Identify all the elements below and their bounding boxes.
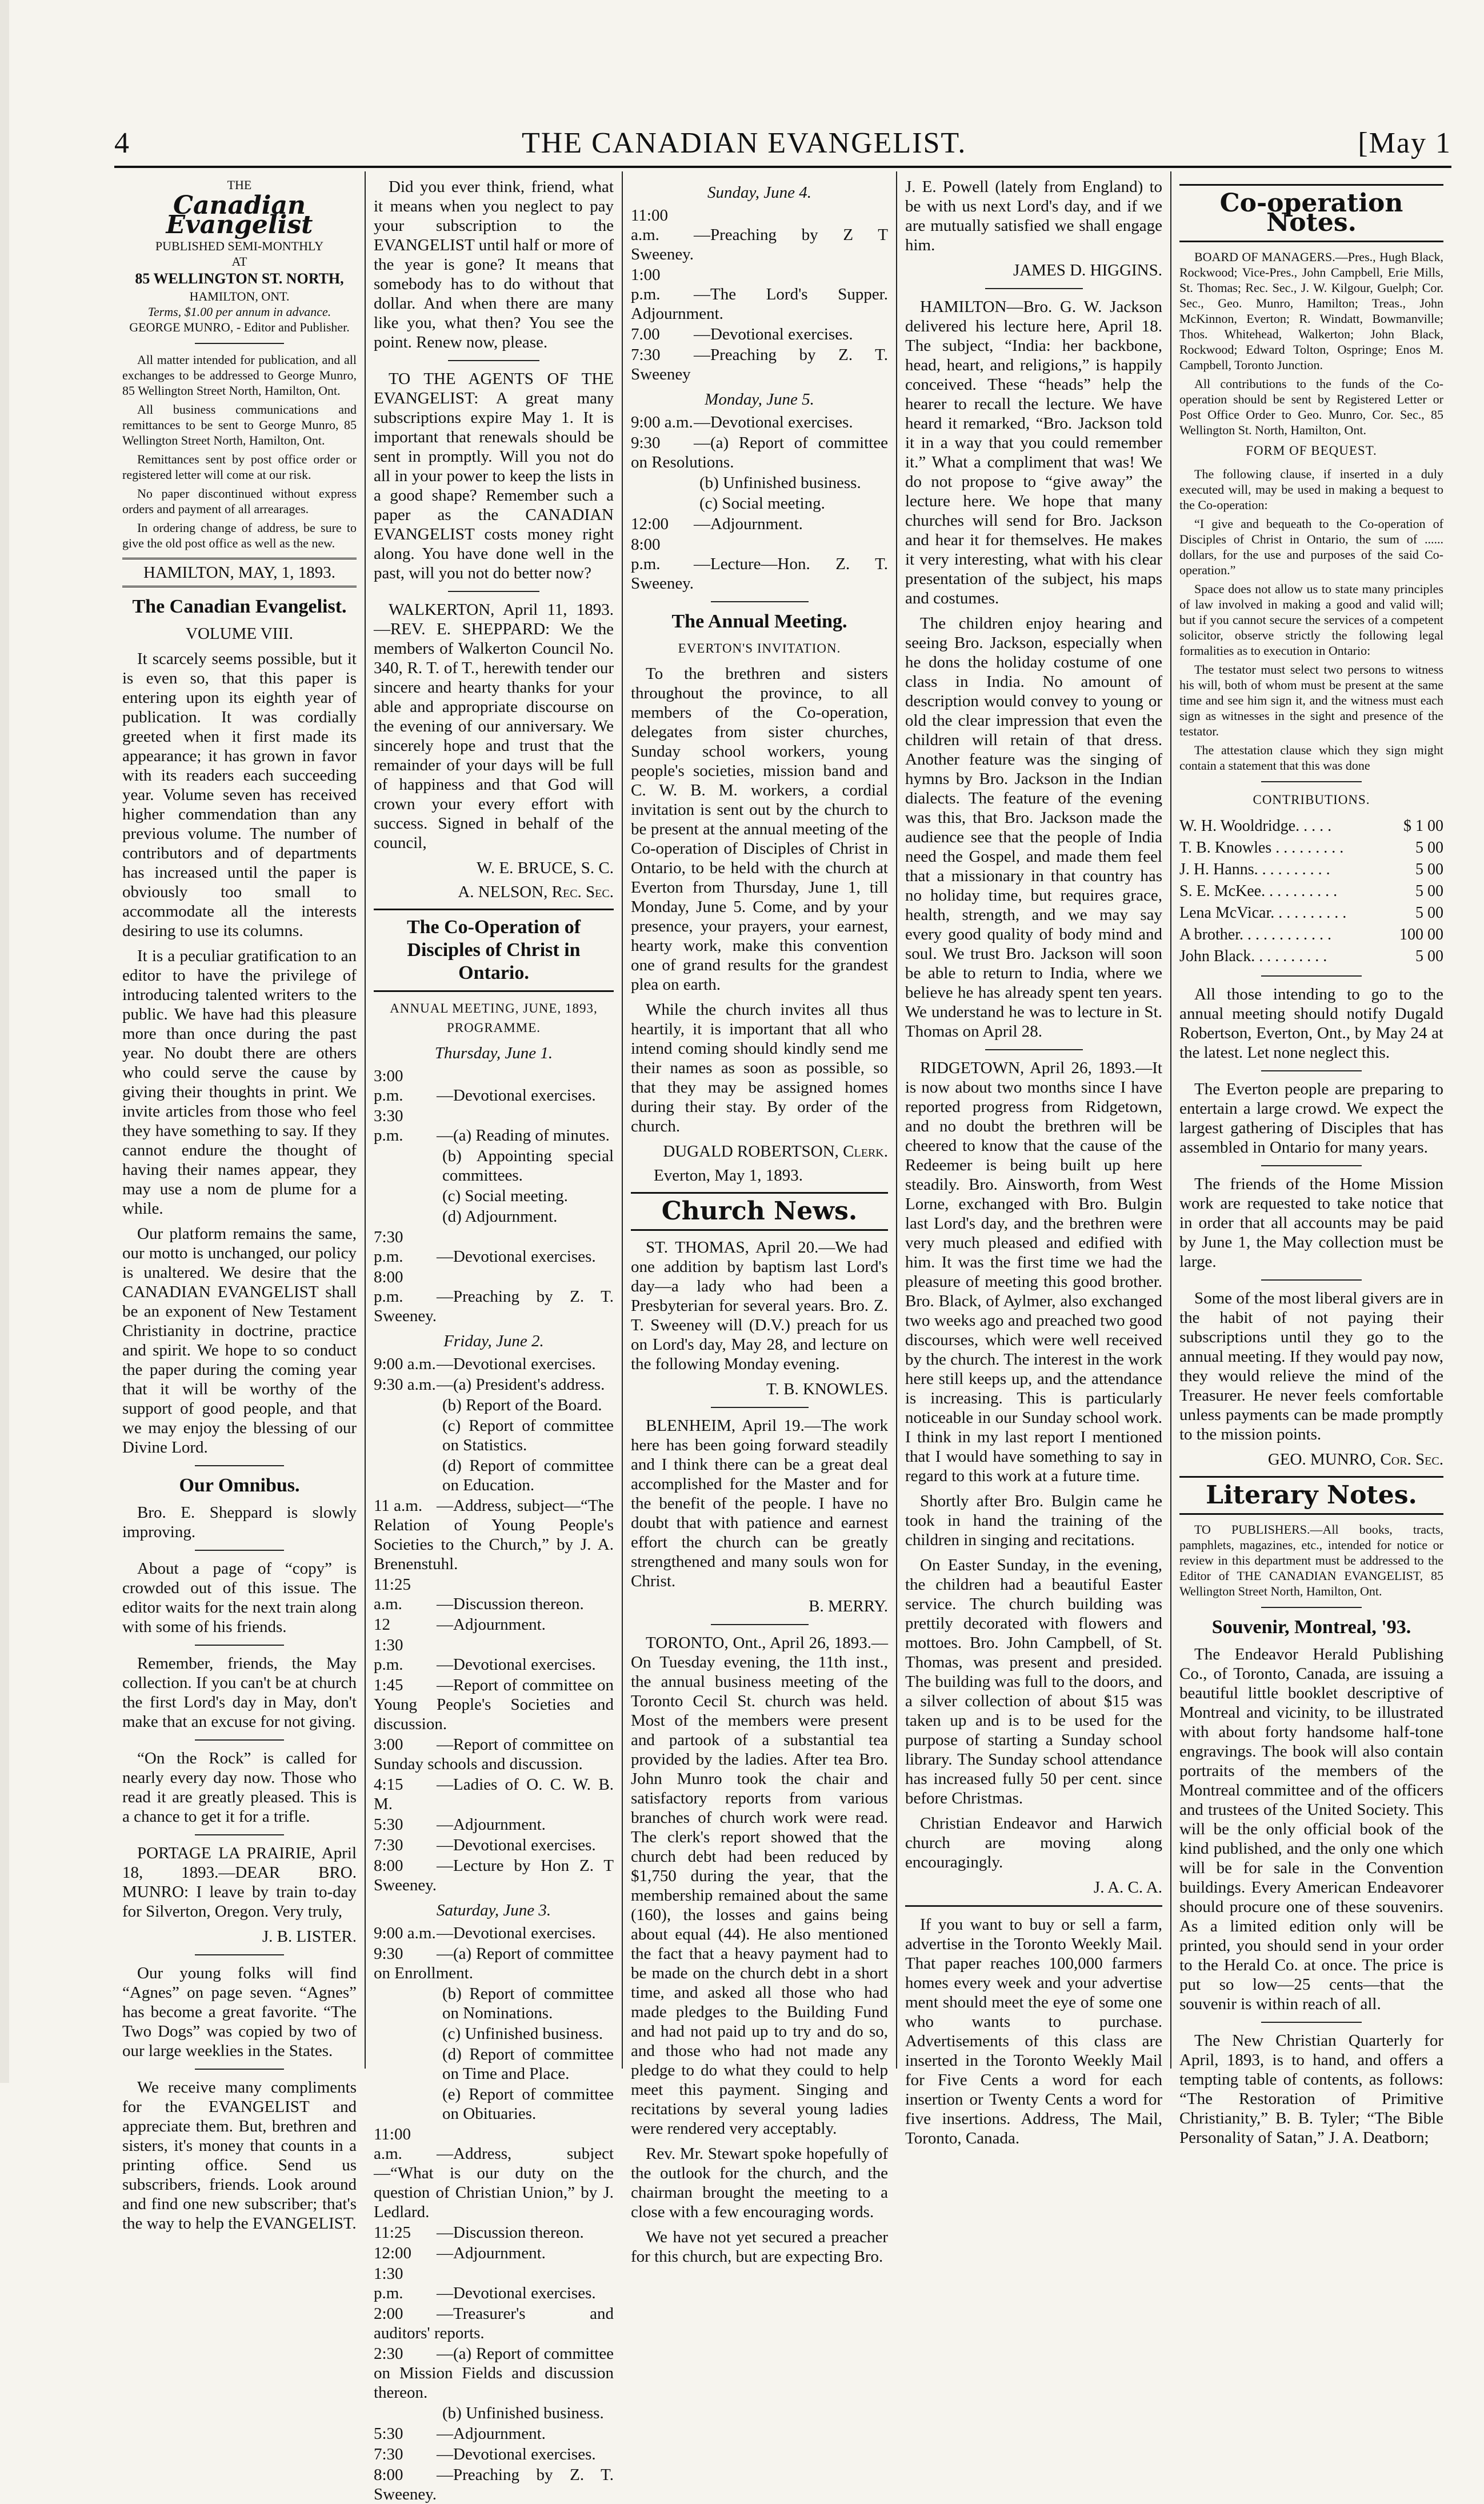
programme-time: 4:15 bbox=[374, 1775, 403, 1794]
masthead-editor: GEORGE MUNRO, - Editor and Publisher. bbox=[129, 320, 350, 334]
issue-date-tag: [May 1 bbox=[1358, 126, 1451, 159]
programme-desc: —The Lord's Supper. Adjournment. bbox=[631, 285, 888, 323]
programme-desc: —Adjournment. bbox=[437, 2244, 546, 2262]
paragraph: We have not yet secured a preacher for this church, but are expecting Bro. bbox=[631, 2228, 888, 2266]
contributor-name: John Black. . . . . . . . . . bbox=[1179, 947, 1327, 965]
bequest-text bbox=[1179, 466, 1443, 773]
publishers-notice bbox=[1179, 1522, 1443, 1599]
programme-list bbox=[374, 1066, 614, 1326]
heading: Church News. bbox=[661, 1197, 858, 1226]
column-4 bbox=[897, 171, 1171, 2147]
divider bbox=[985, 288, 1083, 289]
programme-desc: —Devotional exercises. bbox=[437, 1355, 596, 1373]
programme-desc: (d) Adjournment. bbox=[442, 1207, 558, 1226]
programme-item bbox=[631, 473, 888, 493]
programme-desc: —Devotional exercises. bbox=[437, 2284, 596, 2302]
divider bbox=[985, 1049, 1083, 1050]
subheading: FORM OF BEQUEST. bbox=[1246, 443, 1377, 458]
programme-item bbox=[631, 535, 888, 593]
programme-time: 1:30 p.m. bbox=[374, 2265, 403, 2302]
programme-time: 8:00 bbox=[374, 2466, 403, 2484]
programme-item bbox=[374, 1395, 614, 1415]
programme-item bbox=[374, 1416, 614, 1455]
programme-item bbox=[374, 2264, 614, 2303]
programme-time: 9:00 a.m. bbox=[631, 413, 693, 431]
programme-desc: (d) Report of committee on Education. bbox=[442, 1457, 614, 1494]
programme-desc: —(a) Reading of minutes. bbox=[437, 1126, 610, 1145]
masthead-notices bbox=[122, 352, 357, 551]
newspaper-title: THE CANADIAN EVANGELIST. bbox=[522, 126, 967, 159]
divider bbox=[195, 1834, 284, 1835]
programme-item bbox=[374, 1227, 614, 1266]
programme-desc: —Adjournment. bbox=[437, 1815, 546, 1834]
volume-label: VOLUME VIII. bbox=[186, 625, 293, 643]
programme-desc: —Adjournment. bbox=[694, 515, 803, 533]
paragraph: ST. THOMAS, April 20.—We had one addition by baptism last Lord's day—a lady who had been a Presbyterian for several years. Bro. Z. T. Sweeney will (D.V.) preach for us on Lord's day, May 28, and lecture on the following Monday evening. bbox=[631, 1238, 888, 1373]
programme-item bbox=[374, 2045, 614, 2083]
section-heading-box bbox=[631, 1192, 888, 1231]
heading: Souvenir, Montreal, '93. bbox=[1211, 1617, 1411, 1638]
programme-item bbox=[374, 2223, 614, 2242]
notice: In ordering change of address, be sure to give the old post office as well as the new. bbox=[122, 521, 357, 550]
paragraph: Some of the most liberal givers are in the habit of not paying their subscriptions until they go to the annual meeting. If they would pay now, they would relieve the mind of the Treasurer. He never feels comfortable unless payments can be made promptly to the mission points. bbox=[1179, 1289, 1443, 1443]
day-heading: Friday, June 2. bbox=[443, 1332, 544, 1350]
programme-desc: —Devotional exercises. bbox=[437, 1924, 596, 1942]
paragraph: The following clause, if inserted in a duly executed will, may be used in making a bequest to the Co-operation: bbox=[1179, 467, 1443, 512]
programme-item bbox=[631, 514, 888, 534]
programme-item bbox=[374, 1066, 614, 1105]
heading: The Co-Operation of Disciples of Christ in Ontario. bbox=[406, 917, 581, 983]
contribution-amount: 5 00 bbox=[1415, 839, 1443, 857]
contributor-name: J. H. Hanns. . . . . . . . . . bbox=[1179, 861, 1330, 878]
masthead-published: PUBLISHED SEMI-MONTHLY bbox=[155, 239, 324, 253]
masthead-the: THE bbox=[227, 178, 252, 192]
signature: W. E. BRUCE, S. C. bbox=[477, 859, 614, 877]
programme-desc: (b) Report of committee on Nominations. bbox=[442, 1985, 614, 2022]
paragraph: The children enjoy hearing and seeing Bro. Jackson, especially when he dons the holiday costume of one class in India. No amount of description would convey to young or old the clear impression that even the children will retain of that dress. Another feature was the singing of hymns by Bro. Jackson in the Indian dialects. The feature of the evening was this, that Bro. Jackson made the audience see that the people of India need the Gospel, and made them feel that a missionary in that country has no holiday time, but requires grace, health, strength, and we may say every good quality of body mind and soul. We trust Bro. Jackson will soon be able to return to India, where we believe he has already spent ten years. We understand he was to lecture in St. Thomas on April 28. bbox=[905, 614, 1162, 1041]
programme-time: 1:00 p.m. bbox=[631, 266, 661, 303]
programme-item bbox=[374, 2465, 614, 2504]
programme-desc: —Adjournment. bbox=[437, 2425, 546, 2443]
programme-item bbox=[374, 1106, 614, 1145]
programme-desc: —Preaching by Z. T. Sweeney bbox=[631, 346, 888, 383]
contribution-row bbox=[1179, 881, 1443, 902]
programme-desc: —Devotional exercises. bbox=[437, 1836, 596, 1854]
paragraph: PORTAGE LA PRAIRIE, April 18, 1893.—DEAR BRO. MUNRO: I leave by train to-day for Silverton, Oregon. Very truly, bbox=[122, 1844, 357, 1921]
signature: A. NELSON, Rec. Sec. bbox=[458, 883, 614, 901]
programme-desc: —Lecture—Hon. Z. T. Sweeney. bbox=[631, 555, 888, 593]
page-columns bbox=[114, 171, 1451, 2503]
paragraph: To the brethren and sisters throughout the province, to all members of the Co-operation, delegates from sister churches, Sunday school workers, young people's societies, mission band and C. W. B. M. workers, a cordial invitation is sent out by the church to be present at the annual meeting of the Co-operation of Disciples of Christ in Ontario, to be held with the church at Everton from Thursday, June 1, till Monday, June 5. Come, and by your presence, your prayers, your earnest, hearty work, make this convention one of grand results for the grandest plea on earth. bbox=[631, 665, 888, 994]
programme-time: 7:30 p.m. bbox=[374, 1228, 403, 1266]
header-rule bbox=[114, 166, 1451, 168]
programme-desc: —(a) Report of committee on Resolutions. bbox=[631, 434, 888, 471]
programme-desc: —Treasurer's and auditors' reports. bbox=[374, 2305, 614, 2342]
section-heading-box bbox=[374, 909, 614, 992]
page-number: 4 bbox=[114, 126, 130, 159]
programme-time: 3:30 p.m. bbox=[374, 1107, 403, 1145]
paragraph: We receive many compliments for the EVANGELIST and appreciate them. But, brethren and sisters, it's money that counts in a printing office. Send us subscribers, friends. Look around and find one new subscriber; that's the way to help the EVANGELIST. bbox=[122, 2078, 357, 2233]
contribution-row bbox=[1179, 815, 1443, 837]
paragraph: The New Christian Quarterly for April, 1893, is to hand, and offers a tempting table of contents, as follows: “The Restoration of Primitive Christianity,” B. B. Tyler; “The Bible Personality of Satan,” J. A. Deatborn; bbox=[1179, 2031, 1443, 2147]
programme-item bbox=[374, 1635, 614, 1674]
subheading: EVERTON'S INVITATION. bbox=[678, 641, 841, 655]
programme-list bbox=[631, 413, 888, 593]
divider bbox=[195, 2069, 284, 2070]
programme-item bbox=[374, 2403, 614, 2423]
programme-desc: —Report of committee on Young People's Societies and discussion. bbox=[374, 1676, 614, 1733]
page-header bbox=[114, 126, 1451, 160]
paragraph: Our young folks will find “Agnes” on page seven. “Agnes” has become a great favorite. “The Two Dogs” was copied by two of our large weeklies in the States. bbox=[122, 1964, 357, 2060]
masthead-name: Canadian Evangelist bbox=[166, 191, 313, 239]
masthead-city: HAMILTON, ONT. bbox=[189, 289, 290, 303]
programme-desc: (b) Unfinished business. bbox=[699, 474, 861, 492]
divider bbox=[448, 360, 539, 361]
section-heading-box bbox=[1179, 1476, 1443, 1515]
paragraph: BOARD OF MANAGERS.—Pres., Hugh Black, Rockwood; Vice-Pres., John Campbell, Erie Mills, St. Thomas; Rec. Sec., J. W. Kilgour, Guelph; Cor. Sec., Geo. Munro, Hamilton; Treas., John McKinnon, Everton; R. Windatt, Bowmanville; Thos. Whitehead, Walkerton; John Black, Rockwood; Edward Tolton, Ospringe; Enos M. Campbell, Toronto Junction. bbox=[1179, 250, 1443, 372]
divider bbox=[711, 1407, 809, 1408]
contribution-amount: 5 00 bbox=[1415, 947, 1443, 965]
paragraph: Rev. Mr. Stewart spoke hopefully of the outlook for the church, and the chairman brought the meeting to a close with a few encouraging words. bbox=[631, 2145, 888, 2221]
subheading: CONTRIBUTIONS. bbox=[1253, 793, 1370, 807]
programme-desc: (d) Report of committee on Time and Place. bbox=[442, 2045, 614, 2083]
programme-desc: —(a) Report of committee on Enrollment. bbox=[374, 1945, 614, 1982]
divider bbox=[195, 343, 284, 344]
programme-list bbox=[374, 1354, 614, 1895]
signature: B. MERRY. bbox=[809, 1597, 888, 1615]
contributor-name: S. E. McKee. . . . . . . . . . bbox=[1179, 882, 1338, 900]
programme-time: 3:00 bbox=[374, 1735, 403, 1754]
programme-time: 11:00 a.m. bbox=[631, 206, 668, 244]
heading: The Canadian Evangelist. bbox=[132, 596, 347, 617]
contribution-amount: 100 00 bbox=[1399, 926, 1443, 943]
divider bbox=[195, 1739, 284, 1741]
contribution-amount: 5 00 bbox=[1415, 861, 1443, 878]
programme-list bbox=[374, 1923, 614, 2504]
programme-desc: —Devotional exercises. bbox=[437, 1086, 596, 1105]
programme-item bbox=[374, 1186, 614, 1206]
notice: Remittances sent by post office order or registered letter will come at our risk. bbox=[122, 452, 357, 482]
programme-item bbox=[374, 2344, 614, 2402]
programme-item bbox=[374, 2445, 614, 2464]
paragraph: The Everton people are preparing to entertain a large crowd. We expect the largest gathering of Disciples that has assembled in Ontario for many years. bbox=[1179, 1080, 1443, 1157]
date-line: Everton, May 1, 1893. bbox=[654, 1166, 803, 1185]
programme-item bbox=[374, 2024, 614, 2043]
programme-time: 7:30 bbox=[374, 1836, 403, 1854]
notice: All business communications and remittances to be sent to George Munro, 85 Wellington Street North, Hamilton, Ont. bbox=[122, 402, 357, 447]
programme-desc: (c) Unfinished business. bbox=[442, 2025, 603, 2043]
programme-time: 9:30 bbox=[631, 434, 661, 452]
contribution-row bbox=[1179, 837, 1443, 859]
paragraph: Space does not allow us to state many principles of law involved in making a good and valid will; but if you cannot secure the services of a competent solicitor, observe strictly the following legal formalities as to execution in Ontario: bbox=[1179, 582, 1443, 658]
programme-item bbox=[374, 1675, 614, 1734]
paragraph: The attestation clause which they sign might contain a statement that this was done bbox=[1179, 743, 1443, 773]
divider bbox=[1261, 975, 1362, 977]
paragraph: All those intending to go to the annual meeting should notify Dugald Robertson, Everton, Ont., by May 24 at the latest. Let none neglect this. bbox=[1179, 985, 1443, 1062]
programme-time: 12:00 bbox=[631, 515, 669, 533]
programme-item bbox=[374, 1456, 614, 1495]
programme-item bbox=[631, 433, 888, 472]
day-heading: Sunday, June 4. bbox=[707, 183, 811, 202]
programme-time: 12:00 bbox=[374, 2244, 412, 2262]
paragraph: “On the Rock” is called for nearly every day now. Those who read it are greatly pleased. This is a chance to get it for a trifle. bbox=[122, 1749, 357, 1826]
programme-item bbox=[374, 1146, 614, 1185]
contribution-row bbox=[1179, 924, 1443, 946]
programme-time: 9:00 a.m. bbox=[374, 1924, 436, 1942]
programme-time: 11:25 a.m. bbox=[374, 1575, 411, 1613]
programme-item bbox=[374, 2243, 614, 2263]
programme-desc: —Discussion thereon. bbox=[437, 2223, 584, 2242]
paragraph: The friends of the Home Mission work are requested to take notice that in order that all accounts may be paid by June 1, the May collection must be large. bbox=[1179, 1175, 1443, 1271]
programme-time: 2:30 bbox=[374, 2345, 403, 2363]
paragraph: About a page of “copy” is crowded out of this issue. The editor waits for the next train along with some of his friends. bbox=[122, 1559, 357, 1636]
programme-item bbox=[374, 1984, 614, 2023]
programme-item bbox=[631, 413, 888, 432]
programme-item bbox=[374, 1375, 614, 1394]
programme-desc: —(a) President's address. bbox=[437, 1375, 605, 1394]
masthead-address: 85 WELLINGTON ST. NORTH, bbox=[135, 270, 344, 287]
programme-desc: —Devotional exercises. bbox=[694, 325, 853, 343]
paragraph: Shortly after Bro. Bulgin came he took in hand the training of the children in singing and recitations. bbox=[905, 1492, 1162, 1549]
paragraph: Remember, friends, the May collection. If you can't be at church the first Lord's day in May, don't make that an excuse for not giving. bbox=[122, 1654, 357, 1731]
programme-item bbox=[374, 1735, 614, 1774]
programme-list bbox=[631, 206, 888, 384]
programme-desc: (c) Social meeting. bbox=[442, 1187, 568, 1205]
programme-desc: —Report of committee on Sunday schools and discussion. bbox=[374, 1735, 614, 1773]
column-1 bbox=[114, 171, 366, 2233]
contributor-name: Lena McVicar. . . . . . . . . . bbox=[1179, 904, 1347, 922]
programme-desc: —Devotional exercises. bbox=[437, 2445, 596, 2463]
paragraph: The Endeavor Herald Publishing Co., of Toronto, Canada, are issuing a beautiful little booklet descriptive of Montreal and vicinity, to be illustrated with about forty handsome half-tone engravings. The book will also contain portraits of the members of the Montreal committee and of the officers and trustees of the United Society. This will be the only official book of the kind published, and the only one which will be for sale in the Convention buildings. Every American Endeavorer should procure one of these souvenirs. As a limited edition only will be printed, you should send in your order to the Herald Co. at once. The price is put so low—25 cents—that the souvenir is within reach of all. bbox=[1179, 1645, 1443, 2013]
divider bbox=[1261, 2022, 1362, 2023]
signature: J. A. C. A. bbox=[1093, 1878, 1162, 1897]
contribution-row bbox=[1179, 902, 1443, 924]
programme-item bbox=[374, 1496, 614, 1574]
programme-item bbox=[374, 1923, 614, 1943]
page-edge bbox=[0, 0, 9, 2083]
dateline: HAMILTON, MAY, 1, 1893. bbox=[122, 558, 357, 587]
programme-time: 11:25 bbox=[374, 2223, 411, 2242]
programme-label: ANNUAL MEETING, JUNE, 1893, PROGRAMME. bbox=[390, 1001, 598, 1035]
programme-item bbox=[374, 2125, 614, 2222]
heading: Our Omnibus. bbox=[179, 1475, 300, 1496]
contributions-table bbox=[1179, 815, 1443, 967]
programme-desc: —(a) Report of committee on Mission Fields and discussion thereon. bbox=[374, 2345, 614, 2402]
programme-desc: —Ladies of O. C. W. B. M. bbox=[374, 1775, 614, 1813]
programme-desc: —Discussion thereon. bbox=[437, 1595, 584, 1613]
programme-item bbox=[374, 1207, 614, 1226]
programme-item bbox=[374, 1835, 614, 1855]
paragraph: It is a peculiar gratification to an editor to have the privilege of introducing talented writers to the public. We have had this pleasure more than once during the past year. No doubt there are others who could serve the cause by giving their thoughts in print. We invite articles from those who feel they have something to say. If they cannot endure the thought of having their names appear, they may use a nom de plume for a while. bbox=[122, 947, 357, 1218]
day-heading: Saturday, June 3. bbox=[436, 1901, 551, 1919]
divider bbox=[195, 1645, 284, 1646]
paragraph: BLENHEIM, April 19.—The work here has been going forward steadily and I think there can be a great deal accomplished for the Master and for the benefit of the people. I have no doubt that with patience and earnest effort the church can be greatly strengthened and many souls won for Christ. bbox=[631, 1417, 888, 1590]
notice: No paper discontinued without express orders and payment of all arrearages. bbox=[122, 486, 357, 516]
divider bbox=[195, 1954, 284, 1955]
contribution-row bbox=[1179, 946, 1443, 967]
programme-desc: (c) Social meeting. bbox=[699, 494, 825, 513]
paragraph: Bro. E. Sheppard is slowly improving. bbox=[122, 1503, 357, 1541]
programme-desc: —Devotional exercises. bbox=[437, 1655, 596, 1674]
paragraph: “I give and bequeath to the Co-operation of Disciples of Christ in Ontario, the sum of ...... dollars, for the use and purposes of the said Co-operation.” bbox=[1179, 517, 1443, 577]
column-5 bbox=[1171, 171, 1451, 2147]
divider bbox=[1261, 1070, 1362, 1071]
contribution-amount: 5 00 bbox=[1415, 882, 1443, 900]
programme-item bbox=[631, 345, 888, 384]
programme-time: 12 bbox=[374, 1615, 390, 1634]
programme-time: 11 a.m. bbox=[374, 1497, 423, 1515]
divider bbox=[1261, 1607, 1362, 1608]
programme-desc: (b) Appointing special committees. bbox=[442, 1147, 614, 1185]
programme-time: 1:45 bbox=[374, 1676, 403, 1694]
programme-item bbox=[374, 1944, 614, 1983]
day-heading: Thursday, June 1. bbox=[434, 1044, 553, 1062]
programme-time: 9:00 a.m. bbox=[374, 1355, 436, 1373]
programme-desc: —Preaching by Z T Sweeney. bbox=[631, 226, 888, 263]
programme-item bbox=[631, 206, 888, 264]
paragraph: All contributions to the funds of the Co-operation should be sent by Registered Letter or Post Office Order to Geo. Munro, Cor. Sec., 85 Wellington St. North, Hamilton, Ont. bbox=[1179, 377, 1443, 437]
programme-desc: (b) Report of the Board. bbox=[442, 1396, 602, 1414]
programme-item bbox=[374, 1575, 614, 1614]
contributor-name: W. H. Wooldridge. . . . . bbox=[1179, 817, 1332, 835]
signature: DUGALD ROBERTSON, Clerk. bbox=[663, 1142, 888, 1161]
programme-item bbox=[631, 325, 888, 344]
divider bbox=[1261, 1165, 1362, 1166]
programme-desc: —Preaching by Z. T. Sweeney. bbox=[374, 2466, 614, 2503]
programme-item bbox=[631, 494, 888, 513]
contributor-name: A brother. . . . . . . . . . . . bbox=[1179, 926, 1331, 943]
divider bbox=[195, 1550, 284, 1551]
masthead-at: AT bbox=[231, 254, 247, 269]
paragraph: RIDGETOWN, April 26, 1893.—It is now about two months since I have reported progress from Ridgetown, and no doubt the brethren will be cheered to know that the cause of the Redeemer is being built up here steadily. Bro. Ainsworth, from West Lorne, exchanged with Bro. Bulgin last Lord's day, and the brethren were very much pleased and edified with him. It was the first time we had the pleasure of meeting this good brother. Bro. Black, of Aylmer, also exchanged two weeks ago and preached two good discourses, which were well received by the church. The interest in the work here still keeps up, and the attendance is increasing. This is particularly noticeable in our Sunday school work. I think in my last report I mentioned that I would have something to say in regard to this work at a future time. bbox=[905, 1059, 1162, 1485]
programme-item bbox=[374, 1615, 614, 1634]
programme-time: 8:00 bbox=[374, 1857, 403, 1875]
paragraph: While the church invites all thus heartily, it is important that all who intend coming should kindly send me their names as soon as possible, so that they may be assigned homes during their stay. By order of the church. bbox=[631, 1001, 888, 1135]
programme-item bbox=[374, 1815, 614, 1834]
contribution-row bbox=[1179, 859, 1443, 881]
programme-time: 9:30 bbox=[374, 1945, 403, 1963]
column-2 bbox=[366, 171, 623, 2503]
signature: GEO. MUNRO, Cor. Sec. bbox=[1267, 1450, 1443, 1469]
programme-item bbox=[374, 1354, 614, 1374]
paragraph: WALKERTON, April 11, 1893.—REV. E. SHEPPARD: We the members of Walkerton Council No. 340, R. T. of T., herewith tender our sincere and hearty thanks for your able and appropriate discourse on the evening of our anniversary. We sincerely hope and trust that the remainder of your days will be full of happiness and that God will crown your every effort with success. Signed in behalf of the council, bbox=[374, 601, 614, 852]
programme-desc: —Devotional exercises. bbox=[437, 1247, 596, 1266]
programme-desc: (e) Report of committee on Obituaries. bbox=[442, 2085, 614, 2123]
programme-item bbox=[374, 2304, 614, 2343]
programme-item bbox=[374, 2085, 614, 2123]
divider bbox=[711, 1624, 809, 1625]
contribution-amount: $ 1 00 bbox=[1403, 817, 1443, 835]
programme-time: 9:30 a.m. bbox=[374, 1375, 436, 1394]
programme-desc: —Lecture by Hon Z. T Sweeney. bbox=[374, 1857, 614, 1894]
heading: Co-operation Notes. bbox=[1219, 189, 1403, 237]
programme-desc: —Preaching by Z. T. Sweeney. bbox=[374, 1287, 614, 1325]
paragraph: TORONTO, Ont., April 26, 1893.—On Tuesday evening, the 11th inst., the annual business meeting of the Toronto Cecil St. church was held. Most of the members were present and partook of a substantial tea provided by the ladies. After tea Bro. John Munro took the chair and satisfactory reports from various branches of church work were read. The clerk's report showed that the church debt had been reduced by $1,750 during the year, that the membership remained about the same (160), the losses and gains being about equal (44). He also mentioned the fact that a heavy payment had to be made on the church debt in a short time, and asked all those who had made pledges to the Building Fund and had not paid up to try and do so, and those who had not made any pledge to do what they could to help meet this payment. Singing and recitations by several young ladies were rendered very acceptably. bbox=[631, 1634, 888, 2138]
column-3 bbox=[623, 171, 897, 2266]
paragraph: TO THE AGENTS OF THE EVANGELIST: A great many subscriptions expire May 1. It is important that renewals should be sent in promptly. Will you not do all in your power to keep the lists in a good shape? Remember such a paper as the CANADIAN EVANGELIST costs money right along. You have done well in the past, will you not do better now? bbox=[374, 370, 614, 582]
divider bbox=[1261, 781, 1362, 782]
board-notice bbox=[1179, 249, 1443, 438]
programme-item bbox=[374, 1267, 614, 1326]
day-heading: Monday, June 5. bbox=[705, 390, 814, 409]
programme-desc: —Address, subject—“What is our duty on the question of Christian Union,” by J. Ledlard. bbox=[374, 2145, 614, 2221]
programme-time: 2:00 bbox=[374, 2305, 403, 2323]
programme-desc: —Adjournment. bbox=[437, 1615, 546, 1634]
programme-time: 11:00 a.m. bbox=[374, 2125, 411, 2163]
programme-item bbox=[374, 1775, 614, 1814]
paragraph: Did you ever think, friend, what it means when you neglect to pay your subscription to the EVANGELIST until half or more of the year is gone? It means that somebody has to do without that dollar. And when there are many like you, what then? You see the point. Renew now, please. bbox=[374, 178, 614, 351]
programme-time: 5:30 bbox=[374, 1815, 403, 1834]
paragraph: It scarcely seems possible, but it is even so, that this paper is entering upon its eighth year of publication. It was cordially greeted when it first made its appearance; it has grown in favor with its readers each succeeding year. Volume seven has received higher commendation than any previous volume. The number of contributors and of departments has increased until the paper is obviously too small to accommodate all the interests desiring to use its columns. bbox=[122, 650, 357, 940]
programme-desc: —Address, subject—“The Relation of Young People's Societies to the Church,” by J. A. Brenenstuhl. bbox=[374, 1497, 614, 1573]
programme-item bbox=[374, 1856, 614, 1895]
programme-time: 7:30 bbox=[631, 346, 661, 364]
signature: JAMES D. HIGGINS. bbox=[1013, 261, 1162, 279]
divider bbox=[448, 591, 539, 592]
notice: All matter intended for publication, and all exchanges to be addressed to George Munro, 85 Wellington Street North, Hamilton, Ont. bbox=[122, 353, 357, 398]
paragraph: The testator must select two persons to witness his will, both of whom must be present at the same time and see him sign it, and the witness must each sign as witnesses in the sight and presence of the testator. bbox=[1179, 662, 1443, 738]
programme-desc: (c) Report of committee on Statistics. bbox=[442, 1417, 614, 1454]
signature: J. B. LISTER. bbox=[262, 1927, 357, 1946]
divider bbox=[905, 1905, 1162, 1907]
paragraph: Our platform remains the same, our motto is unchanged, our policy is unaltered. We desire that the CANADIAN EVANGELIST shall be an exponent of New Testament Christianity in doctrine, practice and spirit. We hope to so conduct the paper during the coming year that it will be worthy of the support of good people, and that we may enjoy the blessing of our Divine Lord. bbox=[122, 1225, 357, 1457]
paragraph: Christian Endeavor and Harwich church are moving along encouragingly. bbox=[905, 1814, 1162, 1871]
programme-time: 1:30 p.m. bbox=[374, 1636, 403, 1674]
programme-item bbox=[631, 265, 888, 323]
paragraph: TO PUBLISHERS.—All books, tracts, pamphlets, magazines, etc., intended for notice or review in this department must be addressed to the Editor of THE CANADIAN EVANGELIST, 85 Wellington Street North, Hamilton, Ont. bbox=[1179, 1522, 1443, 1598]
heading: Literary Notes. bbox=[1206, 1481, 1417, 1510]
programme-time: 3:00 p.m. bbox=[374, 1067, 403, 1105]
programme-desc: (b) Unfinished business. bbox=[442, 2404, 604, 2422]
contribution-amount: 5 00 bbox=[1415, 904, 1443, 922]
divider bbox=[195, 1465, 284, 1466]
programme-time: 7.00 bbox=[631, 325, 660, 343]
programme-time: 5:30 bbox=[374, 2425, 403, 2443]
masthead-terms: Terms, $1.00 per annum in advance. bbox=[147, 305, 331, 319]
paragraph: On Easter Sunday, in the evening, the children had a beautiful Easter service. The church building was prettily decorated with flowers and mottoes. Bro. John Campbell, of St. Thomas, was present and presided. The building was full to the doors, and a silver collection of about $15 was taken up and is to be used for the purpose of starting a Sunday school library. The Sunday school attendance has increased fully 50 per cent. since before Christmas. bbox=[905, 1556, 1162, 1807]
programme-item bbox=[374, 2424, 614, 2443]
section-heading-box bbox=[1179, 184, 1443, 242]
paragraph: HAMILTON—Bro. G. W. Jackson delivered his lecture here, April 18. The subject, “India: her backbone, head, heart, and religions,” is happily conceived. These “heads” help the hearer to recall the lecture. We have heard it remarked, “Bro. Jackson told it in a way that you could remember it.” What a compliment that was! We do not propose to “give away” the lecture here. We hope that many churches will send for Bro. Jackson and hear it for themselves. He makes it very interesting, what with his clear presentation of the subject, his maps and costumes. bbox=[905, 298, 1162, 607]
heading: The Annual Meeting. bbox=[671, 611, 847, 632]
programme-time: 7:30 bbox=[374, 2445, 403, 2463]
programme-desc: —Devotional exercises. bbox=[694, 413, 853, 431]
programme-time: 8:00 p.m. bbox=[374, 1268, 403, 1306]
paragraph: J. E. Powell (lately from England) to be with us next Lord's day, and if we are mutually satisfied we shall engage him. bbox=[905, 178, 1162, 254]
signature: T. B. KNOWLES. bbox=[766, 1380, 888, 1398]
advertisement: If you want to buy or sell a farm, advertise in the Toronto Weekly Mail. That paper reaches 100,000 farmers homes every week and your advertise ment should meet the eye of some one who wants to purchase. Advertisements of this class are inserted in the Toronto Weekly Mail for Five Cents a word for each insertion or Twenty Cents a word for five insertions. Address, The Mail, Toronto, Canada. bbox=[905, 1915, 1162, 2147]
programme-time: 8:00 p.m. bbox=[631, 535, 661, 573]
divider bbox=[711, 601, 809, 602]
divider bbox=[1261, 1279, 1362, 1281]
contributor-name: T. B. Knowles . . . . . . . . . bbox=[1179, 839, 1344, 857]
